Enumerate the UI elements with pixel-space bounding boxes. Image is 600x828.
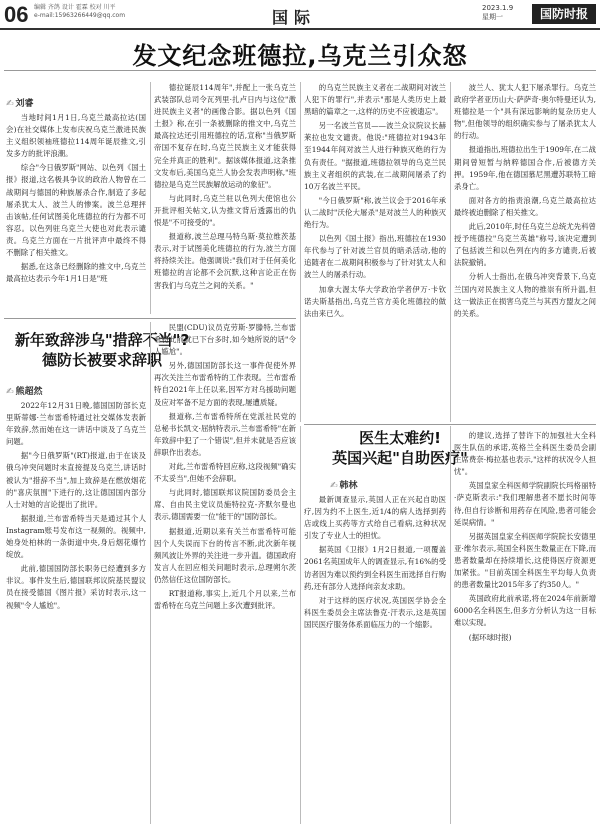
divider (304, 424, 596, 425)
date-block (482, 4, 513, 22)
paragraph: 对于这样的医疗状况,英国医学协会全科医生委员会主席法鲁克·汗表示,这是英国国民医疗服务体系面临压力的一个缩影。 (304, 595, 446, 629)
paragraph: 此后,2010年,时任乌克兰总统尤先科曾授予班德拉"乌克兰英雄"称号,该决定遭到了包括波兰和以色列在内的多方谴责,后被法院撤销。 (454, 222, 596, 268)
paper-logo: 国防时报 (532, 4, 596, 24)
column-divider (450, 82, 451, 422)
paragraph: 面对各方的指责浪潮,乌克兰最高拉达最终被迫删除了相关推文。 (454, 195, 596, 217)
pen-icon: ✍ (330, 481, 338, 491)
paragraph: 最新调查显示,英国人正在兴起自助医疗,因为约不上医生,近1/4的病人选择到药店或线上买药等方式给自己看病,这种状况引发了专业人士的担忧。 (304, 495, 446, 541)
divider (4, 318, 296, 319)
article2-column-2 (154, 322, 296, 822)
article3-headline-line2: 英国兴起"自助医疗" (332, 449, 468, 467)
paragraph: 波兰人、犹太人犯下屠杀罪行。乌克兰政府学者亚历山大·萨萨奇·奥尔特曼还认为,班德拉是一个"具有深远影响的复杂历史人物",但他领导的组织确实参与了屠杀犹太人的行动。 (454, 83, 596, 141)
page-number: 06 (4, 2, 29, 27)
paragraph: 的建议,选择了替许下的加强社大全科医生队伍的承诺,英格兰全科医生委员会副主席费奈·梅拉基也表示,"这样的状况令人担忧"。 (454, 431, 596, 477)
article3-column-2 (454, 430, 596, 822)
article2-column-1 (6, 400, 146, 822)
paragraph: RT报道称,事实上,近几个月以来,兰布雷希特在乌克兰问题上多次遭到批评。 (154, 588, 296, 611)
paragraph: 另一名波兰官员——波兰众议院议长赫莱拉也发文谴责。他说:"班德拉对1943年至1944年间对波兰人进行种族灭绝的行为负有责任。"据报道,班德拉领导的乌克兰民族主义者组织的武装,在二战期间屠杀了约10万名波兰平民。 (304, 121, 446, 191)
paragraph: 加拿大渥太华大学政治学者伊万·卡钦诺夫斯基指出,乌克兰官方美化班德拉的做法由来已久。 (304, 284, 446, 318)
paragraph: 据"今日俄罗斯"(RT)报道,由于在谈及俄乌冲突问题时未直接提及乌克兰,讲话时被认为"措辞不当",加上致辞是在燃放烟花的"喜庆氛围"下进行的,这让德国国内部分人士对她的言论提出了批评。 (6, 451, 146, 509)
paragraph: 民盟(CDU)议员克劳斯·罗滕特,兰布雷希特此前就已下台多时,如今她所说的话"令人尴尬"。 (154, 323, 296, 357)
article1-column-3 (304, 82, 446, 420)
paragraph: 据英国《卫报》1月2日报道,一项覆盖2061名英国成年人的调查显示,有16%的受访者因为难以预约到全科医生而选择自行购药,还有部分人选择向亲友求助。 (304, 545, 446, 591)
section-title: 国际 (272, 8, 317, 27)
column-divider (300, 82, 301, 422)
paragraph: 英国政府此前承诺,将在2024年前新增6000名全科医生,但多方分析认为这一目标难以实现。 (454, 594, 596, 628)
page-header (0, 0, 600, 30)
pen-icon: ✍ (6, 387, 14, 397)
editors-line: 编辑 齐鸽 设计 霍霖 校对 川平 (34, 4, 116, 11)
paragraph: 当地时间1月1日,乌克兰最高拉达(国会)在社交媒体上发布庆祝乌克兰激进民族主义组织领袖班德拉114周年诞辰推文,引发多方的批评浪潮。 (6, 113, 146, 159)
article1-column-1 (6, 112, 146, 312)
paragraph: 据报道,兰布雷希特当天是通过其个人Instagram账号发布这一视频的。视频中,她身处柏林的一条街道中央,身后烟花爆竹绽放。 (6, 513, 146, 560)
paragraph: 另据英国皇家全科医师学院院长安德里亚·维尔表示,英国全科医生数量正在下降,而患者数量却在持续增长,这使得医疗资源更加紧张。"目前英国全科医生平均每人负责的患者数量比2015年多了约350人。" (454, 531, 596, 590)
article3-headline-line1: 医生太难约! (359, 429, 441, 447)
column-divider (450, 426, 451, 824)
paragraph: "今日俄罗斯"称,波兰议会于2016年承认二战时"沃伦大屠杀"是对波兰人的种族灭绝行为。 (304, 195, 446, 230)
issue-date: 2023.1.9 (482, 4, 514, 12)
paragraph: 据报道,近期以来有关兰布雷希特可能因个人失误而下台的传言不断,此次新年视频风波让外界的关注进一步升温。德国政府发言人在回应相关问题时表示,总理朔尔茨仍然信任这位国防部长。 (154, 526, 296, 584)
editors-info (34, 4, 125, 20)
paragraph: 德拉诞辰114周年",并配上一张乌克兰武装部队总司令瓦列里·扎卢日内与这位"激进民族主义者"的画像合影。据以色列《国土报》称,在引一条被删除的推文中,乌克兰最高拉达还引用班德拉的话,宣称"当俄罗斯帝国不复存在时,乌克兰民族主义才能获得完全并真正的胜利"。据该媒体报道,这条推文发布后,美国乌克兰人协会发表声明称,"班德拉是乌克兰民族解放运动的象征"。 (154, 83, 296, 189)
article2-author: 熊超然 (15, 387, 43, 397)
article1-column-4 (454, 82, 596, 420)
paragraph: 以色列《国土报》指出,班德拉在1930年代参与了针对波兰官员的暗杀活动,他的追随者在二战期间积极参与了针对犹太人和波兰人的屠杀行动。 (304, 234, 446, 280)
paragraph: 此前,德国国防部长职务已经遭到多方非议。事件发生后,德国联邦议院基民盟议员在接受德国《图片报》采访时表示,这一视频"令人尴尬"。 (6, 564, 146, 610)
paragraph: 对此,兰布雷希特回应称,这段视频"确实不太妥当",但她不会辞职。 (154, 462, 296, 484)
paragraph: 与此同时,乌克兰驻以色列大使馆也公开批评相关帖文,认为推文背后透露出的仇恨是"不可接受的"。 (154, 193, 296, 228)
paragraph: 报道指出,班德拉出生于1909年,在二战期间曾短暂与纳粹德国合作,后被德方关押。1959年,他在德国慕尼黑遭苏联特工暗杀身亡。 (454, 145, 596, 191)
column-divider (300, 426, 301, 824)
article1-byline (6, 96, 34, 109)
paragraph: 2022年12月31日晚,德国国防部长克里斯蒂娜·兰布雷希特通过社交媒体发表新年致辞,然而她在这一讲话中谈及了乌克兰问题。 (6, 401, 146, 447)
paragraph: 综合"今日俄罗斯"网站、以色列《国土报》报道,这名极具争议的政治人物曾在二战期间与德国的种族屠杀合作,制造了多起屠杀犹太人、波兰人的惨案。波兰总理抨击该帖,任何试图美化班德拉的行为都不可容忍。以色列驻乌克兰大使也对此表示谴责。乌克兰方面在一片批评声中最终不得不删除了相关推文。 (6, 163, 146, 258)
paragraph: 的乌克兰民族主义者在二战期间对波兰人犯下的罪行",并表示"那是人类历史上最黑暗的篇章之一,这样的历史不应被遗忘"。 (304, 83, 446, 117)
editors-email: e-mail:15963266449@qq.com (34, 12, 126, 19)
article2-headline-line2: 德防长被要求辞职 (41, 351, 162, 369)
article1-author: 刘睿 (15, 99, 34, 109)
article2-byline (6, 384, 43, 397)
paragraph: 报道称,兰布雷希特所在党派社民党的总秘书长凯文·屈纳特表示,兰布雷希特"在新年致辞中犯了一个错误",但并未就是否应该辞职作出表态。 (154, 411, 296, 457)
paragraph: 据悉,在这条已经删除的推文中,乌克兰最高拉达表示今年1月1日是"班 (6, 262, 146, 284)
paragraph: 英国皇家全科医师学院副院长玛格丽特·萨克斯表示:"我们理解患者不愿长时间等待,但自行诊断和用药存在风险,患者可能会延误病情。" (454, 481, 596, 527)
issue-weekday: 星期一 (482, 13, 503, 21)
paragraph: 与此同时,德国联邦议院国防委员会主席、自由民主党议员施特拉克-齐默尔曼也表示,德国需要一位"能干的"国防部长。 (154, 488, 296, 522)
column-divider (150, 322, 151, 824)
paragraph: 报道称,波兰总理马特乌斯·莫拉维茨基表示,对于试图美化班德拉的行为,波兰方面将持续关注。他强调说:"我们对于任何美化班德拉的言论都不会沉默,这种言论正在伤害我们与乌克兰之间的关系。" (154, 232, 296, 290)
pen-icon: ✍ (6, 99, 14, 109)
article1-column-2 (154, 82, 296, 312)
paragraph: (据环球时报) (468, 632, 512, 642)
article3-column-1 (304, 494, 446, 822)
article2-headline-line1: 新年致辞涉乌"措辞不当"? (14, 331, 190, 349)
article1-headline: 发文纪念班德拉,乌克兰引众怒 (132, 42, 468, 70)
paragraph: 另外,德国国防部长这一事件促使外界再次关注兰布雷希特的工作表现。兰布雷希特自2021年上任以来,因军方对乌援助问题及应对军备不足方面的表现,屡遭质疑。 (154, 361, 296, 407)
article3-byline (330, 478, 358, 491)
article3-author: 韩林 (339, 481, 358, 491)
paragraph: 分析人士指出,在俄乌冲突背景下,乌克兰国内对民族主义人物的推崇有所升温,但这一做法正在损害乌克兰与其西方盟友之间的关系。 (454, 272, 596, 318)
column-divider (150, 82, 151, 314)
divider (4, 70, 596, 71)
